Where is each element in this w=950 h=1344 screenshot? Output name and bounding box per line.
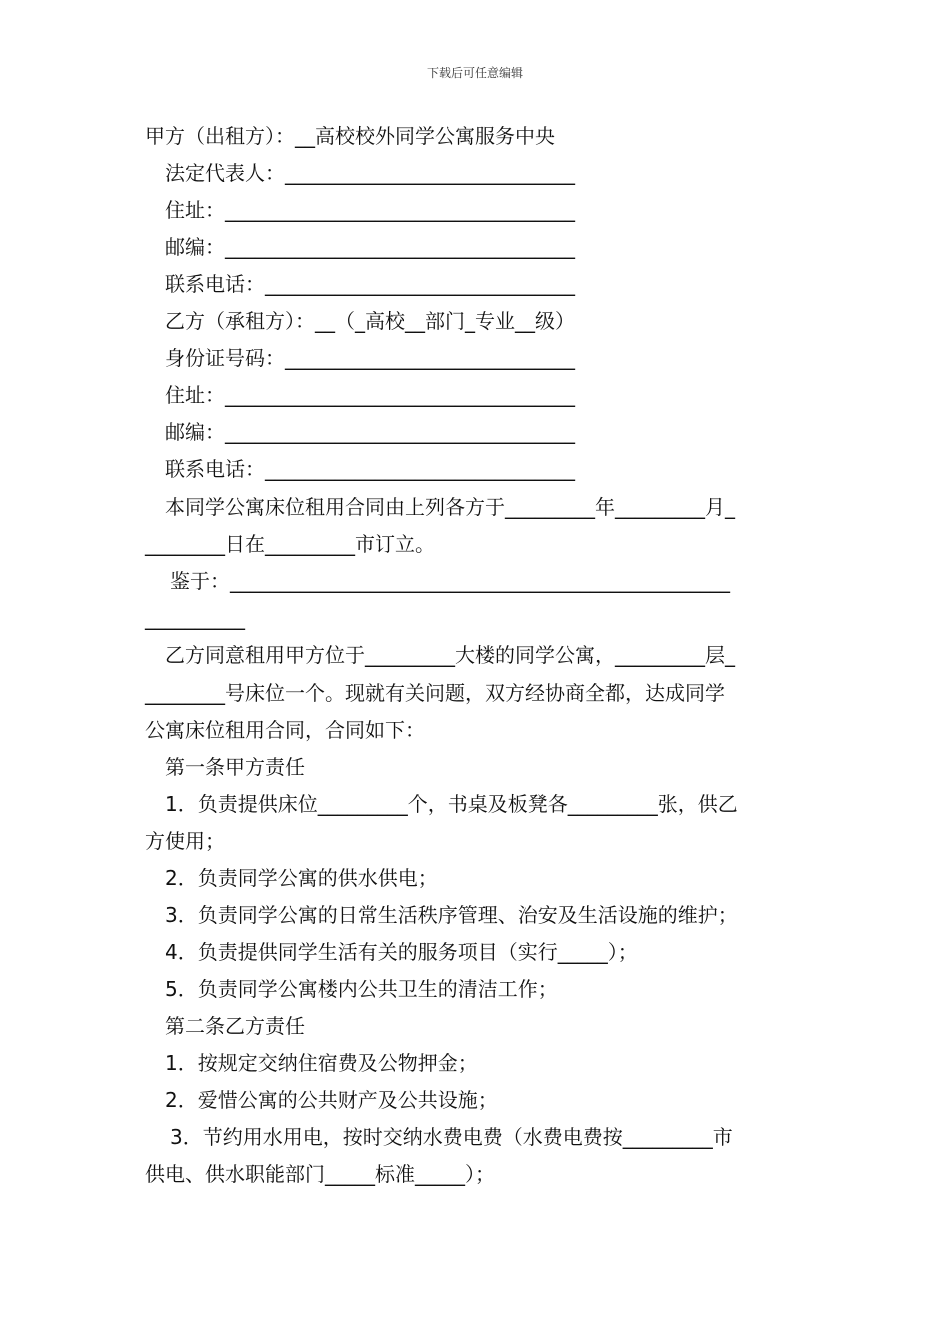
- page-header: 下载后可任意编辑: [426, 66, 523, 80]
- article-1-item-1: 1．负责提供床位_________个，书桌及板凳各_________张，供乙: [165, 792, 738, 816]
- article-1-item-3: 3．负责同学公寓的日常生活秩序管理、治安及生活设施的维护；: [165, 903, 738, 927]
- article-1-item-2: 2．负责同学公寓的供水供电；: [165, 866, 438, 890]
- contract-date-line-cont: ________日在_________市订立。: [145, 532, 435, 556]
- party-a-postcode: 邮编：___________________________________: [165, 235, 575, 259]
- party-a-phone: 联系电话：_______________________________: [165, 272, 575, 296]
- party-b-postcode: 邮编：___________________________________: [165, 420, 575, 444]
- article-1-item-4: 4．负责提供同学生活有关的服务项目（实行_____）；: [165, 940, 638, 964]
- article-2-item-1: 1．按规定交纳住宿费及公物押金；: [165, 1051, 478, 1075]
- party-b-id-number: 身份证号码：_____________________________: [165, 346, 575, 370]
- article-2-item-2: 2．爱惜公寓的公共财产及公共设施；: [165, 1088, 498, 1112]
- party-a-address: 住址：___________________________________: [165, 198, 575, 222]
- article-1-item-5: 5．负责同学公寓楼内公共卫生的清洁工作；: [165, 977, 558, 1001]
- agreement-paragraph-line-2: ________号床位一个。现就有关问题，双方经协商全都，达成同学: [145, 681, 725, 705]
- article-1-item-1-cont: 方使用；: [145, 829, 225, 853]
- article-2-heading: 第二条乙方责任: [165, 1014, 305, 1038]
- whereas-line-cont: __________: [145, 606, 245, 630]
- party-a-line: 甲方（出租方）：__高校校外同学公寓服务中央: [145, 124, 555, 148]
- contract-date-line: 本同学公寓床位租用合同由上列各方于_________年_________月_: [165, 495, 735, 519]
- article-2-item-3-cont: 供电、供水职能部门_____标准_____）；: [145, 1162, 495, 1186]
- party-b-address: 住址：___________________________________: [165, 383, 575, 407]
- article-2-item-3: 3．节约用水用电，按时交纳水费电费（水费电费按_________市: [170, 1125, 733, 1149]
- party-a-legal-rep: 法定代表人：_____________________________: [165, 161, 575, 185]
- article-1-heading: 第一条甲方责任: [165, 755, 305, 779]
- party-b-phone: 联系电话：_______________________________: [165, 457, 575, 481]
- agreement-paragraph-line-1: 乙方同意租用甲方位于_________大楼的同学公寓，_________层_: [165, 643, 735, 667]
- party-b-line: 乙方（承租方）：__（_高校__部门_专业__级）: [165, 309, 575, 333]
- agreement-paragraph-line-3: 公寓床位租用合同，合同如下：: [145, 718, 425, 742]
- whereas-line: 鉴于：__________________________________________________: [170, 569, 730, 593]
